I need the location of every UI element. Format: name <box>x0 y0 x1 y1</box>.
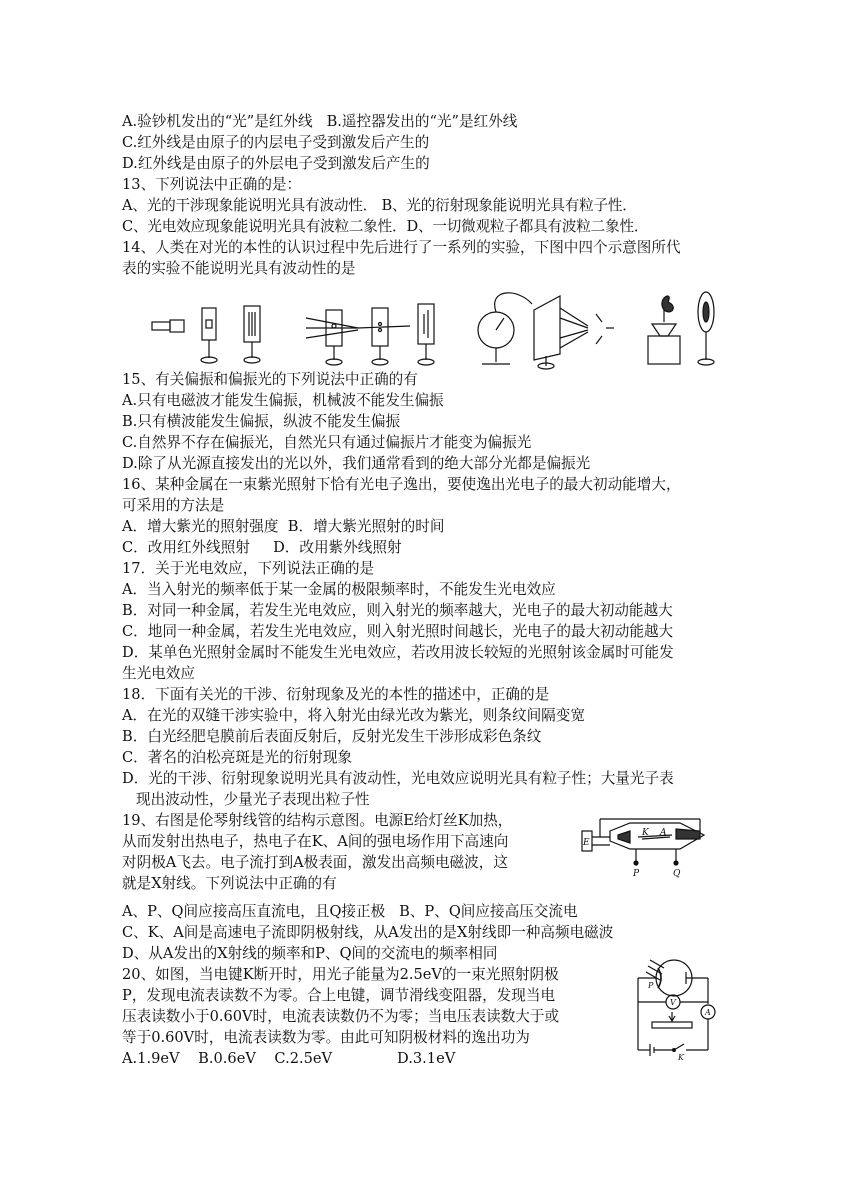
q14-figure <box>148 288 728 370</box>
q19-option-d: D、从A发出的X射线的频率和P、Q间的交流电的频率相同 <box>122 945 498 962</box>
q15-option-d: D.除了从光源直接发出的光以外，我们通常看到的绝大部分光都是偏振光 <box>122 455 591 472</box>
q19-label-q: Q <box>673 869 681 879</box>
q14-stem-line2: 表的实验不能说明光具有波动性的是 <box>122 260 356 277</box>
q20-stem-line2: P，发现电流表读数不为零。合上电键，调节滑线变阻器，发现当电 <box>122 987 556 1004</box>
q13-stem: 13、下列说法中正确的是： <box>122 176 302 193</box>
q20-figure-circuit <box>628 958 724 1064</box>
q19-label-e: E <box>583 838 590 848</box>
q20-stem-line3: 压表读数小于0.60V时，电流表读数仍不为零；当电压表读数大于或 <box>122 1008 560 1025</box>
q12-option-b: B.遥控器发出的“光”是红外线 <box>326 113 518 130</box>
q15-option-a: A.只有电磁波才能发生偏振，机械波不能发生偏振 <box>122 392 444 409</box>
q12-option-c: C.红外线是由原子的内层电子受到激发后产生的 <box>122 134 430 151</box>
q12-options-ab <box>122 112 517 132</box>
q20-label-k: K <box>678 1053 684 1062</box>
q19-option-c: C、K、A间是高速电子流即阴极射线，从A发出的是X射线即一种高频电磁波 <box>122 924 614 941</box>
q13-options-ab: A、光的干涉现象能说明光具有波动性． B、光的衍射现象能说明光具有粒子性． <box>122 197 637 214</box>
diagram-poisson-spot <box>648 292 714 365</box>
q17-option-d-line2: 生光电效应 <box>122 665 195 682</box>
q17-option-b: B．对同一种金属，若发生光电效应，则入射光的频率越大，光电子的最大初动能越大 <box>122 602 673 619</box>
q18-option-b: B．白光经肥皂膜前后表面反射后，反射光发生干涉形成彩色条纹 <box>122 728 542 745</box>
q19-stem-line4: 就是X射线。下列说法中正确的有 <box>122 875 337 892</box>
q20-stem-line1: 20、如图，当电键K断开时，用光子能量为2.5eV的一束光照射阴极 <box>122 966 559 983</box>
q20-options: A.1.9eV B.0.6eV C.2.5eV D.3.1eV <box>122 1050 456 1067</box>
q18-option-d-line2: 现出波动性，少量光子表现出粒子性 <box>136 791 370 808</box>
diagram-single-slit <box>152 306 260 363</box>
q19-label-a: A <box>660 828 667 838</box>
q19-stem-line1: 19、右图是伦琴射线管的结构示意图。电源E给灯丝K加热， <box>122 812 513 829</box>
q19-options-ab: A、P、Q间应接高压直流电，且Q接正极 B、P、Q间应接高压交流电 <box>122 903 578 920</box>
q18-option-a: A．在光的双缝干涉实验中，将入射光由绿光改为紫光，则条纹间隔变宽 <box>122 707 585 724</box>
q16-stem-line2: 可采用的方法是 <box>122 497 225 514</box>
q17-option-a: A．当入射光的频率低于某一金属的极限频率时，不能发生光电效应 <box>122 581 556 598</box>
q20-stem-line4: 等于0.60V时，电流表读数为零。由此可知阴极材料的逸出功为 <box>122 1029 530 1046</box>
q17-option-c: C．地同一种金属，若发生光电效应，则入射光照时间越长，光电子的最大初动能越大 <box>122 623 674 640</box>
diagram-photoelectric <box>478 293 614 369</box>
q17-stem: 17．关于光电效应，下列说法正确的是 <box>122 560 375 577</box>
q15-stem: 15、有关偏振和偏振光的下列说法中正确的有 <box>122 371 418 388</box>
q15-option-b: B.只有横波能发生偏振，纵波不能发生偏振 <box>122 413 401 430</box>
q13-options-cd: C、光电效应现象能说明光具有波粒二象性．D、一切微观粒子都具有波粒二象性． <box>122 218 649 235</box>
q20-label-p: P <box>648 981 654 990</box>
q19-figure-xray-tube <box>580 815 720 879</box>
q18-stem: 18．下面有关光的干涉、衍射现象及光的本性的描述中，正确的是 <box>122 686 550 703</box>
q18-option-c: C．著名的泊松亮斑是光的衍射现象 <box>122 749 353 766</box>
q17-option-d-line1: D．某单色光照射金属时不能发生光电效应，若改用波长较短的光照射该金属时可能发 <box>122 644 674 661</box>
q12-option-a: A.验钞机发出的“光”是红外线 <box>122 113 313 130</box>
q19-stem-line2: 从而发射出热电子，热电子在K、A间的强电场作用下高速向 <box>122 833 509 850</box>
diagram-double-slit <box>306 304 434 365</box>
q18-option-d-line1: D．光的干涉、衍射现象说明光具有波动性，光电效应说明光具有粒子性；大量光子表 <box>122 770 674 787</box>
q16-options-ab: A．增大紫光的照射强度 B．增大紫光照射的时间 <box>122 518 445 535</box>
q12-option-d: D.红外线是由原子的外层电子受到激发后产生的 <box>122 155 430 172</box>
q19-label-p: P <box>633 869 640 879</box>
q19-stem-line3: 对阴极A飞去。电子流打到A极表面，激发出高频电磁波，这 <box>122 854 508 871</box>
q16-options-cd: C．改用红外线照射 D．改用紫外线照射 <box>122 539 402 556</box>
q15-option-c: C.自然界不存在偏振光，自然光只有通过偏振片才能变为偏振光 <box>122 434 532 451</box>
q20-label-a: A <box>705 1008 711 1017</box>
q20-label-v: V <box>670 998 676 1007</box>
q19-label-k: K <box>642 828 649 838</box>
q16-stem-line1: 16、某种金属在一束紫光照射下恰有光电子逸出，要使逸出光电子的最大初动能增大， <box>122 476 681 493</box>
q14-stem-line1: 14、人类在对光的本性的认识过程中先后进行了一系列的实验，下图中四个示意图所代 <box>122 239 681 256</box>
